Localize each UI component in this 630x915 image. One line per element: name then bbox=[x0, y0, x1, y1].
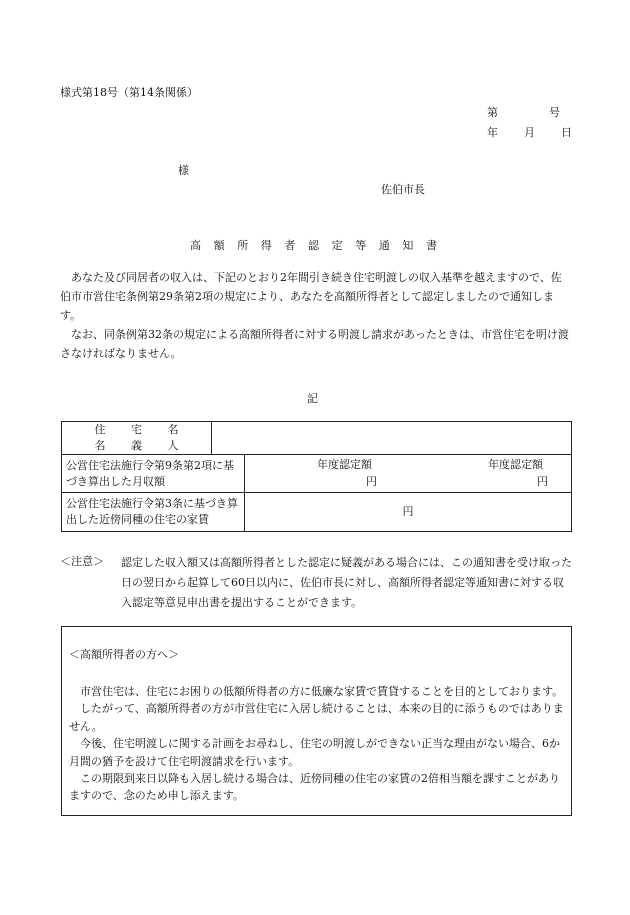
housing-name-value[interactable] bbox=[212, 422, 572, 455]
issuer: 佐伯市長 bbox=[381, 183, 425, 196]
monthly-income-left[interactable] bbox=[245, 455, 408, 492]
number-go: 号 bbox=[549, 106, 560, 119]
addressee-suffix: 様 bbox=[178, 164, 189, 177]
box-heading: ＜高額所得者の方へ＞ bbox=[69, 648, 179, 661]
box-paragraph-2: したがって、高額所得者の方が市営住宅に入居し続けることは、本来の目的に添うものではありません。 bbox=[69, 702, 564, 733]
number-dai: 第 bbox=[487, 106, 498, 119]
left-amount-unit: 円 bbox=[366, 475, 377, 488]
body-paragraph-1: あなた及び同居者の収入は、下記のとおり2年間引き続き住宅明渡しの収入基準を越えますので、佐伯市市営住宅条例第29条第2項の規定により、あなたを高額所得者として認定しましたので通知します。 bbox=[60, 271, 562, 322]
monthly-income-values bbox=[245, 455, 572, 493]
label-char: 住 bbox=[94, 423, 106, 436]
box-paragraph-3: 今後、住宅明渡しに関する計画をお尋ねし、住宅の明渡しができない正当な理由がない場合、6か月間の猶予を設けて住宅明渡請求を行います。 bbox=[69, 737, 560, 768]
date-day: 日 bbox=[561, 126, 572, 139]
info-table bbox=[61, 421, 572, 532]
box-paragraph-4: この期限到来日以降も入居し続ける場合は、近傍同種の住宅の家賃の2倍相当額を課すことがありますので、念のため申し添えます。 bbox=[69, 772, 560, 803]
label-char: 名 bbox=[94, 439, 106, 452]
ki-heading: 記 bbox=[307, 392, 318, 405]
body-text bbox=[60, 268, 572, 363]
body-paragraph-2: なお、同条例第32条の規定による高額所得者に対する明渡し請求があったときは、市営住宅を明け渡さなければなりません。 bbox=[60, 328, 569, 360]
table-row-rent bbox=[62, 493, 572, 532]
rent-label: 公営住宅法施行令第3条に基づき算出した近傍同種の住宅の家賃 bbox=[62, 493, 245, 532]
table-row-housing-name bbox=[62, 422, 572, 455]
date-month: 月 bbox=[524, 126, 535, 139]
label-char: 宅 bbox=[131, 423, 142, 436]
notice-box bbox=[61, 626, 572, 816]
rent-value[interactable] bbox=[245, 493, 572, 532]
left-amount-label: 年度認定額 bbox=[317, 458, 372, 471]
form-number: 様式第18号（第14条関係） bbox=[60, 86, 198, 99]
table-row-monthly-income bbox=[62, 455, 572, 493]
label-char: 名 bbox=[167, 423, 179, 436]
box-body bbox=[69, 683, 569, 805]
rent-unit: 円 bbox=[402, 505, 414, 518]
housing-name-label bbox=[62, 422, 212, 455]
right-amount-unit: 円 bbox=[537, 475, 548, 488]
document-title: 高額所得者認定等通知書 bbox=[190, 239, 450, 252]
label-char: 人 bbox=[167, 439, 179, 452]
label-char: 義 bbox=[131, 439, 142, 452]
box-paragraph-1: 市営住宅は、住宅にお困りの低額所得者の方に低廉な家賃で賃貸することを目的としております。 bbox=[80, 685, 564, 698]
monthly-income-right[interactable] bbox=[408, 455, 571, 492]
note-head: ＜注意＞ bbox=[60, 555, 104, 568]
right-amount-label: 年度認定額 bbox=[488, 458, 543, 471]
date-year: 年 bbox=[487, 126, 498, 139]
note-text: 認定した収入額又は高額所得者とした認定に疑義がある場合には、この通知書を受け取った日の翌日から起算して60日以内に、佐伯市長に対し、高額所得者認定等通知書に対する収入認定等意見申出書を提出することができます。 bbox=[121, 556, 572, 609]
monthly-income-label: 公営住宅法施行令第9条第2項に基づき算出した月収額 bbox=[62, 455, 245, 493]
